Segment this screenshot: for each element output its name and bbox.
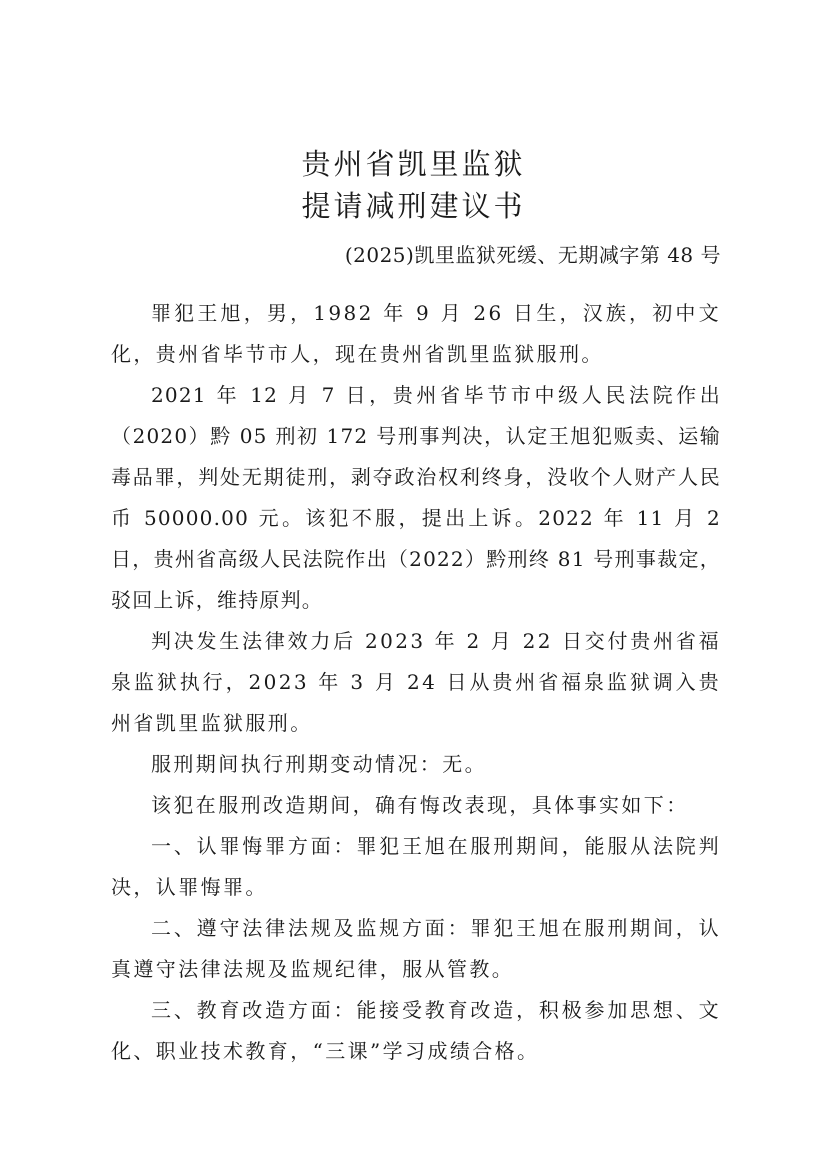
paragraph-execution: 判决发生法律效力后 2023 年 2 月 22 日交付贵州省福泉监狱执行，2023 年 3 月 24 日从贵州省福泉监狱调入贵州省凯里监狱服刑。 [111,629,721,735]
paragraph-law-compliance: 二、遵守法律法规及监规方面：罪犯王旭在服刑期间，认真遵守法律法规及监规纪律，服从管教。 [111,916,721,981]
paragraph-personal-info: 罪犯王旭，男，1982 年 9 月 26 日生，汉族，初中文化，贵州省毕节市人，现在贵州省凯里监狱服刑。 [111,301,721,366]
paragraph-judgment: 2021 年 12 月 7 日，贵州省毕节市中级人民法院作出（2020）黔 05 刑初 172 号刑事判决，认定王旭犯贩卖、运输毒品罪，判处无期徒刑，剥夺政治权利终身，没收个人财产人民币 50000.00 元。该犯不服，提出上诉。2022 年 11 月 2 日，贵州省高级人民法院作出（2022）黔刑终 81 号刑事裁定，驳回上诉，维持原判。 [111,383,721,612]
paragraph-repentance: 一、认罪悔罪方面：罪犯王旭在服刑期间，能服从法院判决，认罪悔罪。 [111,834,721,899]
title-line-institution: 贵州省凯里监狱 [301,147,526,181]
paragraph-sentence-changes: 服刑期间执行刑期变动情况：无。 [151,752,487,776]
paragraph-education: 三、教育改造方面：能接受教育改造，积极参加思想、文化、职业技术教育，“三课”学习成绩合格。 [111,998,721,1063]
paragraph-facts-intro: 该犯在服刑改造期间，确有悔改表现，具体事实如下： [151,793,689,817]
document-body [111,293,721,1072]
document-number: (2025)凯里监狱死缓、无期减字第 48 号 [344,243,721,267]
document-title [0,143,827,227]
title-line-document-type: 提请减刑建议书 [301,189,526,223]
